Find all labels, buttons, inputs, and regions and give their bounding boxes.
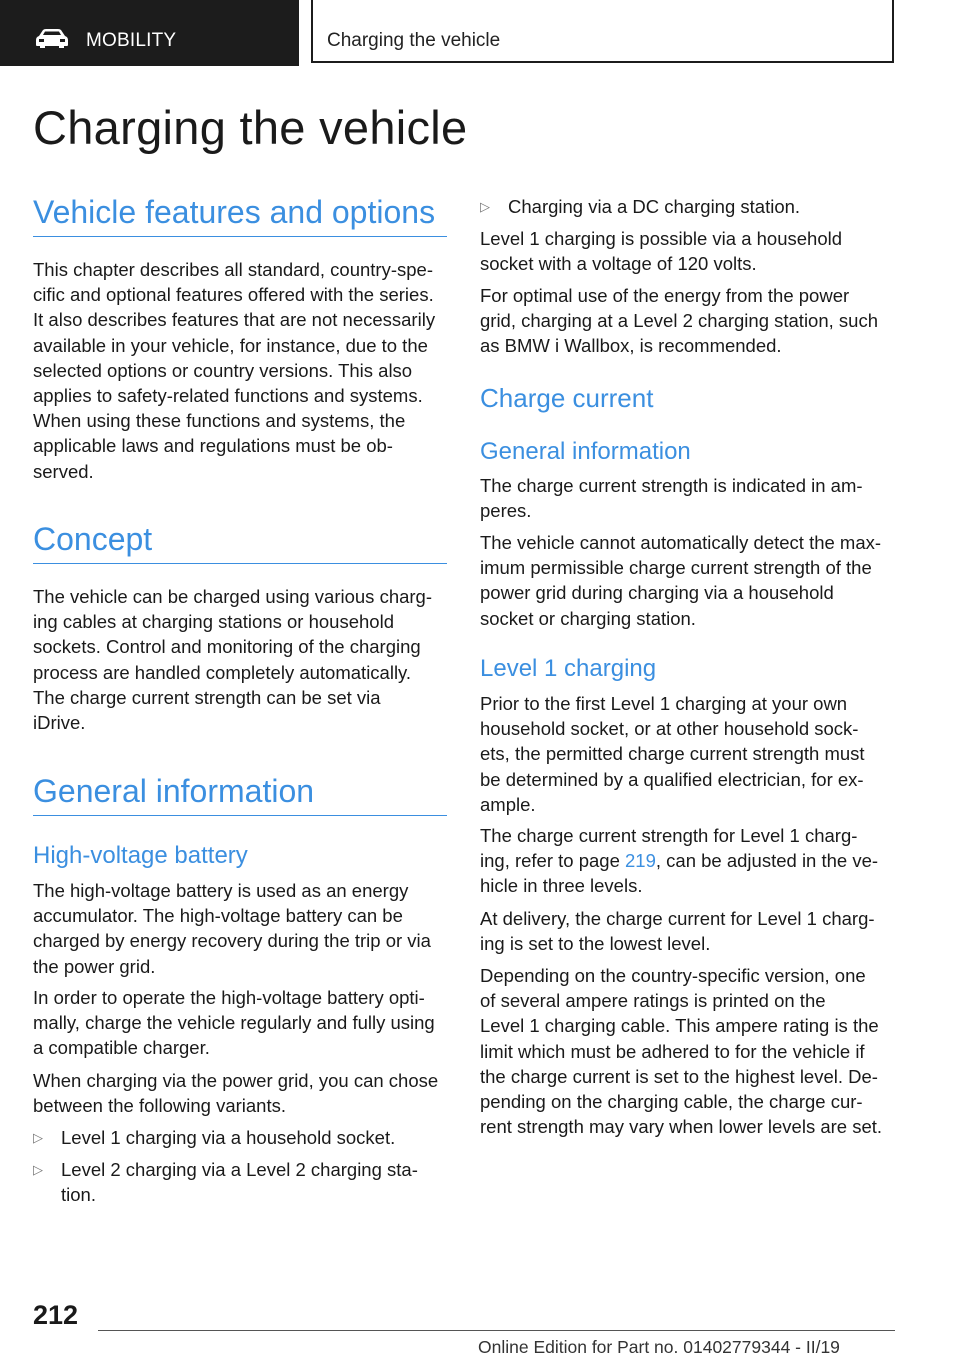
paragraph-at-delivery: At delivery, the charge current for Level 1 charg- ing is set to the lowest level. <box>480 908 875 955</box>
triangle-bullet-icon: ▷ <box>33 1130 43 1145</box>
breadcrumb <box>311 0 894 63</box>
paragraph-prior-first: Prior to the first Level 1 charging at your own household socket, or at other household sock- ets, the permitted charge current strength must be determined by a qualified electrician, for ex- ample. <box>480 693 865 815</box>
section-tab[interactable] <box>0 0 299 66</box>
edition-footer: Online Edition for Part no. 01402779344 - II/19 <box>478 1337 840 1357</box>
list-item: ▷ Level 1 charging via a household socket. <box>33 1125 449 1150</box>
list-item: ▷ Charging via a DC charging station. <box>480 194 896 219</box>
heading-charge-current: Charge current <box>480 383 654 413</box>
heading-level1-charging: Level 1 charging <box>480 655 657 682</box>
footer-divider <box>98 1330 895 1331</box>
heading-high-voltage-battery: High-voltage battery <box>33 842 248 869</box>
page-title: Charging the vehicle <box>33 101 468 154</box>
list-item: ▷ Level 2 charging via a Level 2 charging sta- tion. <box>33 1159 418 1206</box>
paragraph-concept: The vehicle can be charged using various charg- ing cables at charging stations or household sockets. Control and monitoring of the charging process are handled completely automatically. The charge current strength can be set via iDrive. <box>33 586 433 734</box>
heading-general-information: General information <box>33 773 447 816</box>
paragraph-hv-battery: The high-voltage battery is used as an energy accumulator. The high-voltage battery can be charged by energy recovery during the trip or via the power grid. <box>33 880 431 977</box>
paragraph-depending: Depending on the country-specific version, one of several ampere ratings is printed on the Level 1 charging cable. This ampere rating is the limit which must be adhered to for the vehicle if the charge current is set to the highest level. De- pending on the charging cable, the charge cur- rent strength may vary when lower levels are set. <box>480 965 883 1138</box>
paragraph-optimal-use: For optimal use of the energy from the power grid, charging at a Level 2 charging station, such as BMW i Wallbox, is recommended. <box>480 285 878 357</box>
paragraph-cannot-detect: The vehicle cannot automatically detect the max- imum permissible charge current strength of the power grid during charging via a household socket or charging station. <box>480 532 882 629</box>
page-number: 212 <box>33 1300 79 1330</box>
page-reference-link[interactable]: 219 <box>625 850 656 872</box>
paragraph-vehicle-features: This chapter describes all standard, country-spe- cific and optional features offered with the series. It also describes features that are not necessarily available in your vehicle, for instance, due to the selected options or country versions. This also applies to safety-related functions and systems. When using these functions and systems, the applicable laws and regulations must be ob- served. <box>33 259 436 482</box>
paragraph-refer-page: The charge current strength for Level 1 charg- ing, refer to page 219, can be adjusted in the ve- hicle in three levels. <box>480 825 879 897</box>
breadcrumb-label: Charging the vehicle <box>327 30 501 51</box>
heading-vehicle-features: Vehicle features and options <box>33 194 447 237</box>
triangle-bullet-icon: ▷ <box>480 199 490 214</box>
paragraph-variants: When charging via the power grid, you can chose between the following variants. <box>33 1070 439 1117</box>
triangle-bullet-icon: ▷ <box>33 1162 43 1177</box>
paragraph-operate-battery: In order to operate the high-voltage battery opti- mally, charge the vehicle regularly and fully using a compatible charger. <box>33 987 435 1059</box>
car-icon <box>35 28 69 48</box>
heading-concept: Concept <box>33 521 447 564</box>
heading-general-info-sub: General information <box>480 438 691 465</box>
section-label: MOBILITY <box>86 30 177 51</box>
paragraph-level1-possible: Level 1 charging is possible via a household socket with a voltage of 120 volts. <box>480 228 843 275</box>
paragraph-strength-amperes: The charge current strength is indicated in am- peres. <box>480 475 863 522</box>
